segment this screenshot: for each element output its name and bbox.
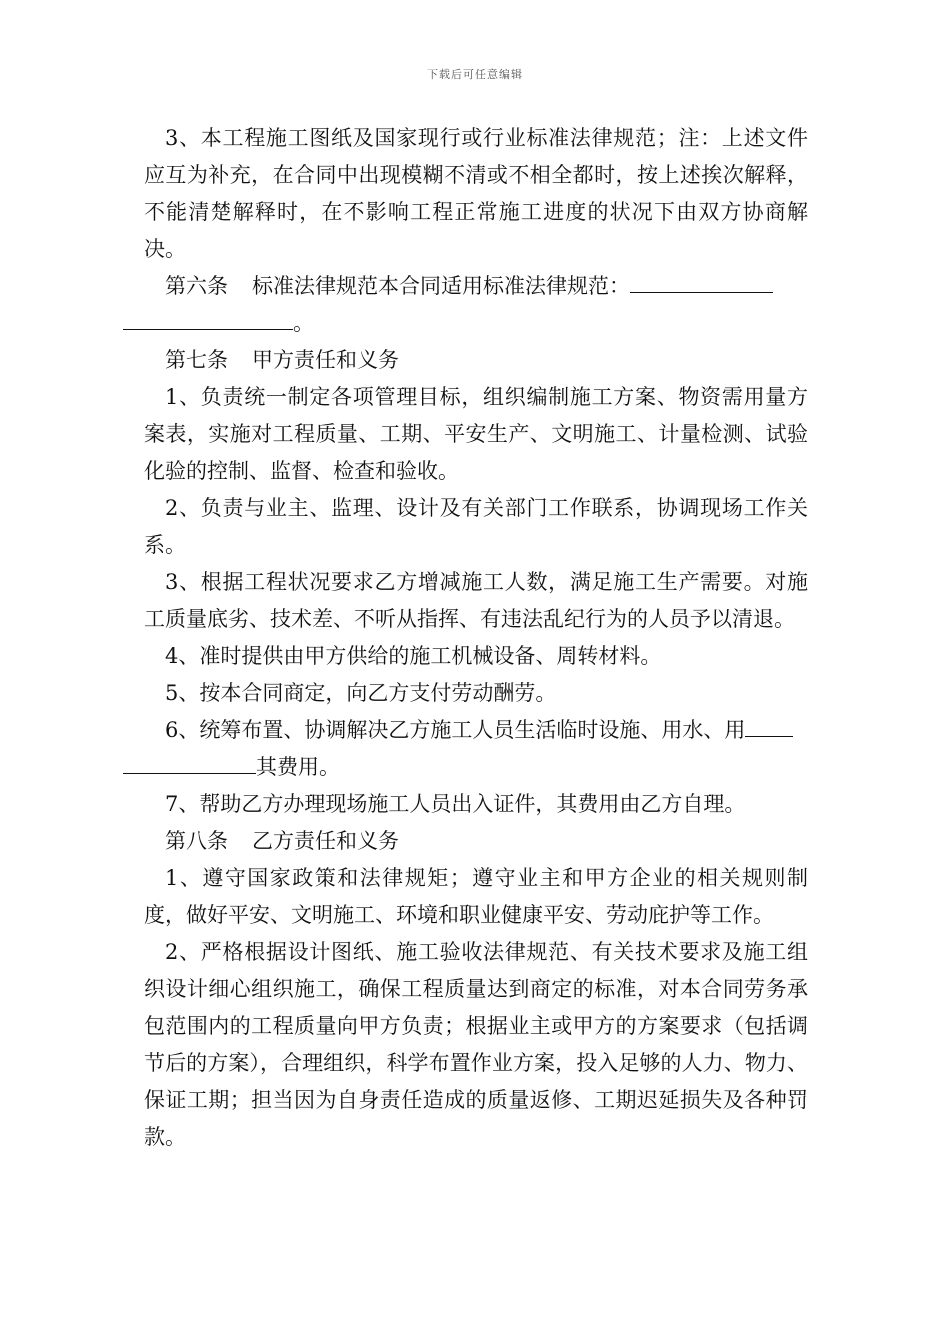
article-6-title: 第六条 [165, 274, 228, 298]
fill-in-blank[interactable] [745, 714, 793, 737]
article-7-item-6-start: 6、统筹布置、协调解决乙方施工人员生活临时设施、用水、用 [165, 718, 746, 742]
article-7-title: 第七条 [165, 348, 228, 372]
paragraph-clause-3: 3、本工程施工图纸及国家现行或行业标准法律规范；注：上述文件应互为补充，在合同中出现模糊不清或不相全都时，按上述挨次解释，不能清楚解释时，在不影响工程正常施工进度的状况下由双方协商解决。 [144, 126, 808, 261]
page-header-note: 下载后可任意编辑 [427, 68, 523, 81]
fill-in-blank[interactable] [123, 751, 256, 774]
document-body [144, 120, 808, 1156]
article-7-item-5: 5、按本合同商定，向乙方支付劳动酬劳。 [165, 681, 557, 705]
article-7-item-1: 1、负责统一制定各项管理目标，组织编制施工方案、物资需用量方案表，实施对工程质量、工期、平安生产、文明施工、计量检测、试验化验的控制、监督、检查和验收。 [144, 385, 808, 483]
article-7-heading [144, 342, 808, 379]
article-8-title: 第八条 [165, 829, 228, 853]
article-7-item-4: 4、准时提供由甲方供给的施工机械设备、周转材料。 [165, 644, 662, 668]
article-6-end: 。 [293, 311, 314, 335]
article-6 [144, 268, 808, 342]
fill-in-blank[interactable] [123, 307, 293, 330]
article-7-item-3: 3、根据工程状况要求乙方增减施工人数，满足施工生产需要。对施工质量底劣、技术差、不听从指挥、有违法乱纪行为的人员予以清退。 [144, 570, 808, 631]
article-7-text: 甲方责任和义务 [252, 348, 399, 372]
article-7-item-6 [144, 712, 808, 786]
fill-in-blank[interactable] [630, 270, 773, 293]
article-6-text: 标准法律规范本合同适用标准法律规范： [252, 274, 630, 298]
article-8-item-2: 2、严格根据设计图纸、施工验收法律规范、有关技术要求及施工组织设计细心组织施工，确保工程质量达到商定的标准，对本合同劳务承包范围内的工程质量向甲方负责；根据业主或甲方的方案要求（包括调节后的方案），合理组织，科学布置作业方案，投入足够的人力、物力、保证工期；担当因为自身责任造成的质量返修、工期迟延损失及各种罚款。 [144, 940, 808, 1149]
article-7-item-7: 7、帮助乙方办理现场施工人员出入证件，其费用由乙方自理。 [165, 792, 746, 816]
article-8-heading [144, 823, 808, 860]
article-8-text: 乙方责任和义务 [252, 829, 399, 853]
article-7-item-2: 2、负责与业主、监理、设计及有关部门工作联系，协调现场工作关系。 [144, 496, 808, 557]
article-7-item-6-end: 其费用。 [256, 755, 340, 779]
article-8-item-1: 1、遵守国家政策和法律规矩；遵守业主和甲方企业的相关规则制度，做好平安、文明施工、环境和职业健康平安、劳动庇护等工作。 [144, 866, 808, 927]
